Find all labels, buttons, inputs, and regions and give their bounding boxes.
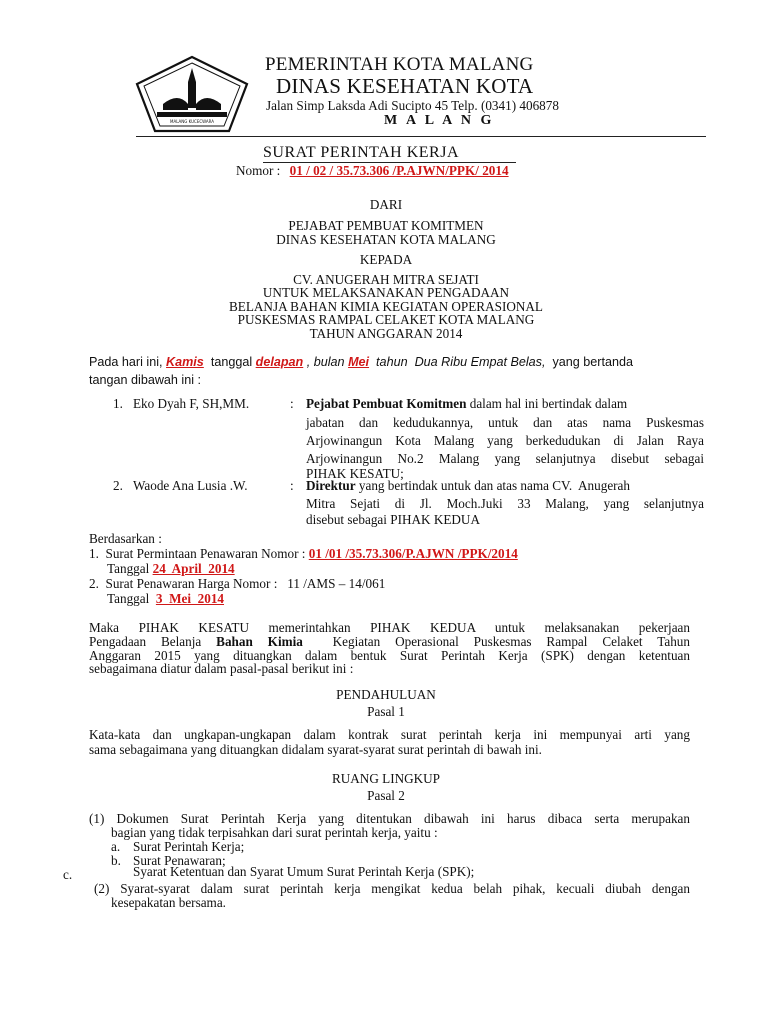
party-2-desc-line-2: Mitra Sejati di Jl. Moch.Juki 33 Malang, yang selanjutnya xyxy=(306,496,704,511)
party-2-line-1: yang bertindak untuk dan atas nama CV. Anugerah xyxy=(355,478,631,493)
party-2-desc-line-1 xyxy=(306,478,704,494)
letterhead-government: PEMERINTAH KOTA MALANG xyxy=(265,54,534,75)
party-2-name: Waode Ana Lusia .W. xyxy=(133,478,248,493)
section-2-p1-line-1: (1) Dokumen Surat Perintah Kerja yang ditentukan dibawah ini harus dibaca serta merupakan xyxy=(89,811,690,826)
opening-pre: Pada hari ini, xyxy=(89,355,167,369)
opening-date: delapan xyxy=(255,355,304,369)
order-item-name: Bahan Kimia xyxy=(216,634,303,649)
document-title: SURAT PERINTAH KERJA xyxy=(263,144,459,161)
order-line-4: sebagaimana diatur dalam pasal-pasal berikut ini : xyxy=(89,661,354,676)
basis-item-1 xyxy=(89,546,518,562)
section-2-item-a-letter: a. xyxy=(111,839,121,854)
order-line-2-post: Kegiatan Operasional Puskesmas Rampal Celaket Tahun xyxy=(302,634,690,649)
party-2-desc-line-3: disebut sebagai PIHAK KEDUA xyxy=(306,512,480,527)
section-2-heading: RUANG LINGKUP xyxy=(331,771,441,786)
opening-mid1: tanggal xyxy=(203,355,256,369)
letterhead-divider xyxy=(136,136,706,137)
party-2-colon: : xyxy=(290,478,294,493)
basis-item-2-date: 3 Mei 2014 xyxy=(155,591,225,606)
basis-item-1-number: 01 /01 /35.73.306/P.AJWN /PPK/2014 xyxy=(308,546,518,561)
purpose-line: UNTUK MELAKSANAKAN PENGADAAN xyxy=(262,285,510,300)
opening-day: Kamis xyxy=(166,355,204,369)
section-2-item-b-text: Surat Penawaran; xyxy=(133,853,226,868)
basis-item-2: 2. Surat Penawaran Harga Nomor : 11 /AMS – 14/061 xyxy=(89,576,386,591)
fiscal-year-line: TAHUN ANGGARAN 2014 xyxy=(309,326,463,341)
opening-line-1 xyxy=(89,354,690,370)
order-line-3: Anggaran 2015 yang dituangkan dalam bentuk Surat Perintah Kerja (SPK) dengan ketentuan xyxy=(89,648,690,663)
party-1-desc-line-5: PIHAK KESATU; xyxy=(306,466,404,481)
party-1-role: Pejabat Pembuat Komitmen xyxy=(306,396,467,411)
section-2-p2-line-1: (2) Syarat-syarat dalam surat perintah kerja mengikat kedua belah pihak, kecuali diubah dengan xyxy=(94,881,690,896)
nomor-label: Nomor : xyxy=(236,163,281,178)
section-2-item-a-text: Surat Perintah Kerja; xyxy=(133,839,245,854)
basis-item-1-label: 1. Surat Permintaan Penawaran Nomor : xyxy=(89,546,309,561)
party-1-line-1: dalam hal ini bertindak dalam xyxy=(466,396,628,411)
procurement-line: BELANJA BAHAN KIMIA KEGIATAN OPERASIONAL xyxy=(229,299,543,314)
opening-mid3: tahun Dua Ribu Empat Belas, xyxy=(369,355,546,369)
document-number xyxy=(236,163,509,179)
section-1-line-2: sama sebagaimana yang dituangkan didalam syarat-syarat surat perintah di bawah ini. xyxy=(89,742,542,757)
party-1-desc-line-4: Arjowinangun No.2 Malang yang selanjutnya disebut sebagai xyxy=(306,451,704,466)
party-1-desc-line-3: Arjowinangun Kota Malang yang berkedudukan di Jalan Raya xyxy=(306,433,704,448)
party-1-number: 1. xyxy=(113,396,123,411)
letterhead-city: M A L A N G xyxy=(384,113,495,128)
letterhead-address: Jalan Simp Laksda Adi Sucipto 45 Telp. (0341) 406878 xyxy=(266,98,559,113)
opening-mid2: , bulan xyxy=(303,355,349,369)
party-2-number: 2. xyxy=(113,478,123,493)
party-2-role: Direktur xyxy=(306,478,356,493)
basis-item-1-date: 24 April 2014 xyxy=(152,561,235,576)
basis-item-1-date-label: Tanggal xyxy=(107,561,153,576)
opening-line-2: tangan dibawah ini : xyxy=(89,373,202,387)
svg-text:MALANG KUCECWARA: MALANG KUCECWARA xyxy=(170,119,214,124)
basis-item-2-date-row xyxy=(107,591,224,607)
section-2-p1-line-2: bagian yang tidak terpisahkan dari surat perintah kerja, yaitu : xyxy=(111,825,438,840)
opening-post: yang bertanda xyxy=(545,355,634,369)
order-line-1: Maka PIHAK KESATU memerintahkan PIHAK KEDUA untuk melaksanakan pekerjaan xyxy=(89,620,690,635)
party-1-desc-line-1 xyxy=(306,396,704,412)
issuer-agency: DINAS KESEHATAN KOTA MALANG xyxy=(276,232,496,247)
section-2-article: Pasal 2 xyxy=(367,788,405,803)
section-2-item-c-letter: c. xyxy=(63,867,73,882)
basis-item-2-date-label: Tanggal xyxy=(107,591,156,606)
section-2-p2-line-2: kesepakatan bersama. xyxy=(111,895,226,910)
nomor-value: 01 / 02 / 35.73.306 /P.AJWN/PPK/ 2014 xyxy=(289,163,509,178)
puskesmas-line: PUSKESMAS RAMPAL CELAKET KOTA MALANG xyxy=(237,312,535,327)
city-emblem-logo xyxy=(133,54,251,134)
recipient-company: CV. ANUGERAH MITRA SEJATI xyxy=(293,272,479,287)
opening-month: Mei xyxy=(348,355,370,369)
section-1-article: Pasal 1 xyxy=(367,704,405,719)
basis-label: Berdasarkan : xyxy=(89,531,162,546)
section-1-line-1: Kata-kata dan ungkapan-ungkapan dalam kontrak surat perintah kerja ini mempunyai arti yang xyxy=(89,727,690,742)
letterhead-agency: DINAS KESEHATAN KOTA xyxy=(276,74,534,98)
section-2-item-c-text: Syarat Ketentuan dan Syarat Umum Surat Perintah Kerja (SPK); xyxy=(133,864,475,879)
order-line-2-pre: Pengadaan Belanja xyxy=(89,634,217,649)
from-label: DARI xyxy=(369,197,403,212)
party-1-name: Eko Dyah F, SH,MM. xyxy=(133,396,250,411)
party-1-colon: : xyxy=(290,396,294,411)
party-1-desc-line-2: jabatan dan kedudukannya, untuk dan atas nama Puskesmas xyxy=(306,415,704,430)
section-1-heading: PENDAHULUAN xyxy=(336,687,436,702)
section-2-item-b-letter: b. xyxy=(111,853,121,868)
issuer-title: PEJABAT PEMBUAT KOMITMEN xyxy=(288,218,484,233)
basis-item-1-date-row xyxy=(107,561,235,577)
to-label: KEPADA xyxy=(359,252,413,267)
